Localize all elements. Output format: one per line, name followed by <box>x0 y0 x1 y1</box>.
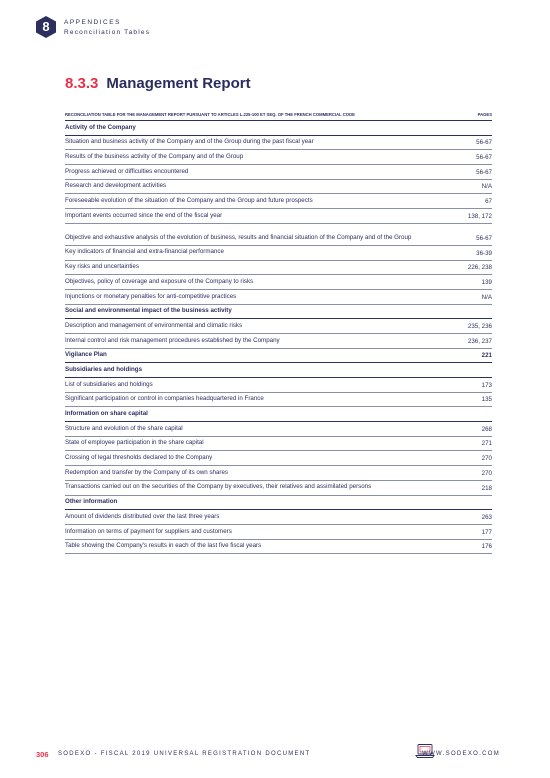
table-row <box>65 481 492 496</box>
row-pages: 270 <box>481 455 492 463</box>
row-label: Objective and exhaustive analysis of the evolution of business, results and financial situation of the Company and of the Group <box>65 233 412 241</box>
row-pages: 236, 237 <box>467 337 492 345</box>
table-row <box>65 422 492 437</box>
row-label: Research and development activities <box>65 182 167 190</box>
table-row <box>65 136 492 151</box>
row-label: Key indicators of financial and extra-financial performance <box>65 248 224 256</box>
document-title: SODEXO - FISCAL 2019 UNIVERSAL REGISTRATION DOCUMENT <box>58 751 311 757</box>
row-pages: N/A <box>481 293 492 301</box>
table-row <box>65 224 492 246</box>
row-pages: 139 <box>481 278 492 286</box>
row-label: Important events occurred since the end of the fiscal year <box>65 211 223 219</box>
row-label: Objectives, policy of coverage and exposure of the Company to risks <box>65 277 254 285</box>
row-label: Subsidiaries and holdings <box>65 365 143 373</box>
table-row <box>65 466 492 481</box>
breadcrumb-subsection: Reconciliation Tables <box>64 29 151 36</box>
row-label: Internal control and risk management procedures established by the Company <box>65 336 280 344</box>
row-label: Foreseeable evolution of the situation of the Company and the Group and future prospects <box>65 197 313 205</box>
table-row <box>65 437 492 452</box>
table-header <box>65 109 492 121</box>
table-row <box>65 378 492 393</box>
row-label: Progress achieved or difficulties encountered <box>65 167 189 175</box>
table-row <box>65 451 492 466</box>
section-row <box>65 121 492 136</box>
breadcrumb-section: APPENDICES <box>64 19 121 26</box>
row-label: Vigilance Plan <box>65 351 107 359</box>
pages-column-header: PAGES <box>477 112 492 117</box>
row-label: Other information <box>65 498 118 506</box>
row-pages: 235, 236 <box>467 322 492 330</box>
table-row <box>65 393 492 408</box>
table-row <box>65 275 492 290</box>
row-label: Key risks and uncertainties <box>65 263 139 271</box>
section-row <box>65 305 492 320</box>
row-label: Transactions carried out on the securities of the Company by executives, their relatives and assimilated persons <box>65 483 372 491</box>
row-label: Situation and business activity of the Company and of the Group during the past fiscal year <box>65 138 314 146</box>
table-row <box>65 525 492 540</box>
row-pages: 56-67 <box>476 154 492 162</box>
breadcrumb <box>64 19 150 36</box>
row-pages: 36-39 <box>476 249 492 257</box>
table-body <box>65 121 492 554</box>
row-label: Results of the business activity of the Company and of the Group <box>65 153 244 160</box>
table-row <box>65 319 492 334</box>
row-label: Information on terms of payment for suppliers and customers <box>65 527 232 535</box>
section-row <box>65 349 492 364</box>
table-row <box>65 194 492 209</box>
row-label: Social and environmental impact of the business activity <box>65 307 232 315</box>
row-label: Amount of dividends distributed over the last three years <box>65 512 220 520</box>
row-pages: 135 <box>481 396 492 404</box>
website-link[interactable]: WWW.SODEXO.COM <box>422 751 500 757</box>
table-heading: RECONCILIATION TABLE FOR THE MANAGEMENT REPORT PURSUANT TO ARTICLES L.225-100 ET SEQ. OF THE FRENCH COMMERCIAL CODE <box>65 112 355 117</box>
page-footer <box>36 749 500 761</box>
page-title <box>65 75 251 92</box>
row-pages: 270 <box>481 469 492 477</box>
row-label: State of employee participation in the share capital <box>65 439 204 447</box>
row-label: Structure and evolution of the share capital <box>65 424 183 432</box>
row-pages: 176 <box>481 543 492 551</box>
row-pages: 221 <box>481 352 492 360</box>
section-row <box>65 363 492 378</box>
table-row <box>65 290 492 305</box>
row-pages: 263 <box>481 513 492 521</box>
table-row <box>65 209 492 224</box>
section-number: 8.3.3 <box>65 75 99 92</box>
row-pages: 271 <box>481 440 492 448</box>
row-pages: N/A <box>481 183 492 191</box>
row-label: Injunctions or monetary penalties for anti-competitive practices <box>65 292 237 300</box>
row-pages: 56-67 <box>476 234 492 242</box>
row-pages: 138, 172 <box>467 212 492 220</box>
row-pages: 226, 238 <box>467 264 492 272</box>
row-pages: 177 <box>481 528 492 536</box>
row-label: List of subsidiaries and holdings <box>65 380 153 388</box>
section-row <box>65 496 492 511</box>
section-row <box>65 407 492 422</box>
row-pages: 56-67 <box>476 139 492 147</box>
row-pages: 67 <box>485 198 492 206</box>
section-title: Management Report <box>106 75 251 92</box>
table-row <box>65 180 492 195</box>
table-row <box>65 261 492 276</box>
row-label: Information on share capital <box>65 410 148 417</box>
row-label: Redemption and transfer by the Company of its own shares <box>65 468 229 476</box>
row-label: Table showing the Company's results in each of the last five fiscal years <box>65 542 262 550</box>
row-pages: 268 <box>481 425 492 433</box>
table-row <box>65 540 492 555</box>
chapter-badge <box>36 16 56 38</box>
chapter-number: 8 <box>42 19 50 34</box>
table-row <box>65 334 492 349</box>
row-label: Activity of the Company <box>65 123 136 131</box>
row-label: Significant participation or control in companies headquartered in France <box>65 395 264 403</box>
table-row <box>65 165 492 180</box>
row-pages: 218 <box>481 484 492 492</box>
row-label: Description and management of environmental and climatic risks <box>65 321 243 329</box>
table-row <box>65 510 492 525</box>
row-pages: 56-67 <box>476 168 492 176</box>
page-number: 306 <box>36 750 49 759</box>
row-pages: 173 <box>481 381 492 389</box>
table-row <box>65 246 492 261</box>
reconciliation-table <box>65 109 492 554</box>
row-label: Crossing of legal thresholds declared to the Company <box>65 454 213 462</box>
table-row <box>65 150 492 165</box>
